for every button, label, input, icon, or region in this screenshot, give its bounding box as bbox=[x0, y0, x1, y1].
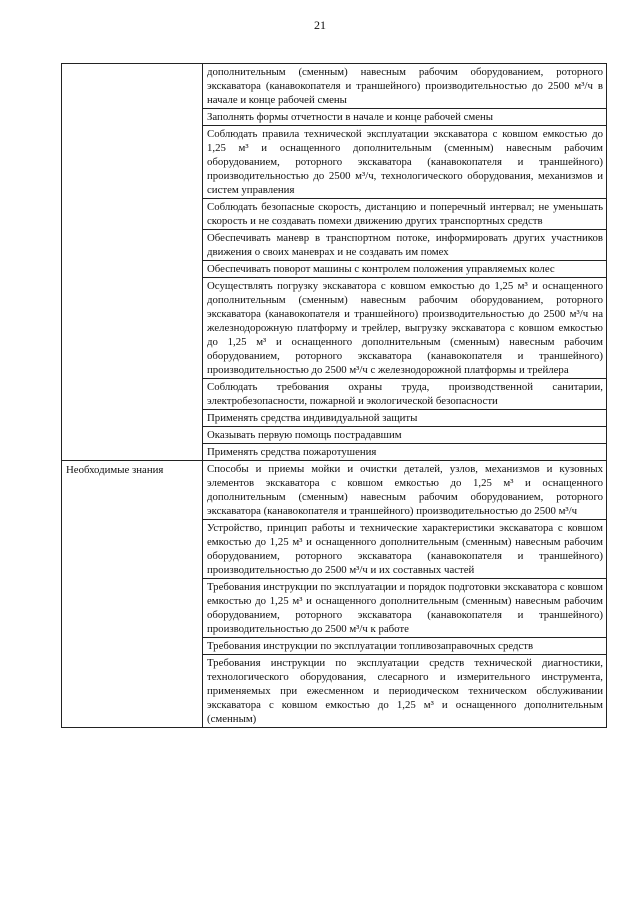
table-cell: Применять средства пожаротушения bbox=[203, 444, 607, 461]
table-cell: Соблюдать требования охраны труда, производственной санитарии, электробезопасности, пожарной и экологической безопасности bbox=[203, 379, 607, 410]
table-cell: дополнительным (сменным) навесным рабочим оборудованием, роторного экскаватора (канавокопателя и траншейного) производительностью до 2500 м³/ч в начале и конце рабочей смены bbox=[203, 64, 607, 109]
table-row bbox=[62, 461, 607, 520]
table-cell: Обеспечивать маневр в транспортном потоке, информировать других участников движения о своих маневрах и не создавать им помех bbox=[203, 230, 607, 261]
table-cell: Оказывать первую помощь пострадавшим bbox=[203, 427, 607, 444]
table-cell: Требования инструкции по эксплуатации средств технической диагностики, технологического оборудования, слесарного и измерительного инструмента, применяемых при ежесменном и периодическом техническом обслуживании экскаватора с ковшом емкостью до 1,25 м³ и оснащенного дополнительным (сменным) bbox=[203, 655, 607, 728]
table-cell: Соблюдать безопасные скорость, дистанцию и поперечный интервал; не уменьшать скорость и не создавать помехи движению других транспортных средств bbox=[203, 199, 607, 230]
table-cell: Соблюдать правила технической эксплуатации экскаватора с ковшом емкостью до 1,25 м³ и оснащенного дополнительным (сменным) навесным рабочим оборудованием, роторного экскаватора (канавокопателя и траншейного) производительностью до 2500 м³/ч, технологического оборудования, механизмов и систем управления bbox=[203, 126, 607, 199]
table-cell: Осуществлять погрузку экскаватора с ковшом емкостью до 1,25 м³ и оснащенного дополнительным (сменным) навесным рабочим оборудованием, роторного экскаватора (канавокопателя и траншейного) производительностью до 2500 м³/ч на железнодорожную платформу и трейлер, выгрузку экскаватора с ковшом емкостью до 1,25 м³ и оснащенного дополнительным (сменным) навесным рабочим оборудованием, роторного экскаватора (канавокопателя и траншейного) производительностью до 2500 м³/ч с железнодорожной платформы и трейлера bbox=[203, 278, 607, 379]
table-cell: Способы и приемы мойки и очистки деталей, узлов, механизмов и кузовных элементов экскаватора с ковшом емкостью до 1,25 м³ и оснащенного дополнительным (сменным) навесным рабочим оборудованием, роторного экскаватора (канавокопателя и траншейного) производительностью до 2500 м³/ч bbox=[203, 461, 607, 520]
row-label bbox=[66, 65, 199, 66]
row-label-cell bbox=[62, 64, 203, 461]
labor-functions-table bbox=[61, 63, 607, 728]
table-cell: Применять средства индивидуальной защиты bbox=[203, 410, 607, 427]
table-row bbox=[62, 64, 607, 109]
row-label-required-knowledge: Необходимые знания bbox=[66, 464, 164, 476]
table-cell: Требования инструкции по эксплуатации топливозаправочных средств bbox=[203, 638, 607, 655]
row-label-cell bbox=[62, 461, 203, 728]
table-cell: Заполнять формы отчетности в начале и конце рабочей смены bbox=[203, 109, 607, 126]
table-cell: Устройство, принцип работы и технические характеристики экскаватора с ковшом емкостью до 1,25 м³ и оснащенного дополнительным (сменным) навесным рабочим оборудованием, роторного экскаватора (канавокопателя и траншейного) производительностью до 2500 м³/ч и их составных частей bbox=[203, 520, 607, 579]
table-cell: Требования инструкции по эксплуатации и порядок подготовки экскаватора с ковшом емкостью до 1,25 м³ и оснащенного дополнительным (сменным) навесным рабочим оборудованием, роторного экскаватора (канавокопателя и траншейного) производительностью до 2500 м³/ч к работе bbox=[203, 579, 607, 638]
table-cell: Обеспечивать поворот машины с контролем положения управляемых колес bbox=[203, 261, 607, 278]
page-number: 21 bbox=[314, 18, 326, 32]
